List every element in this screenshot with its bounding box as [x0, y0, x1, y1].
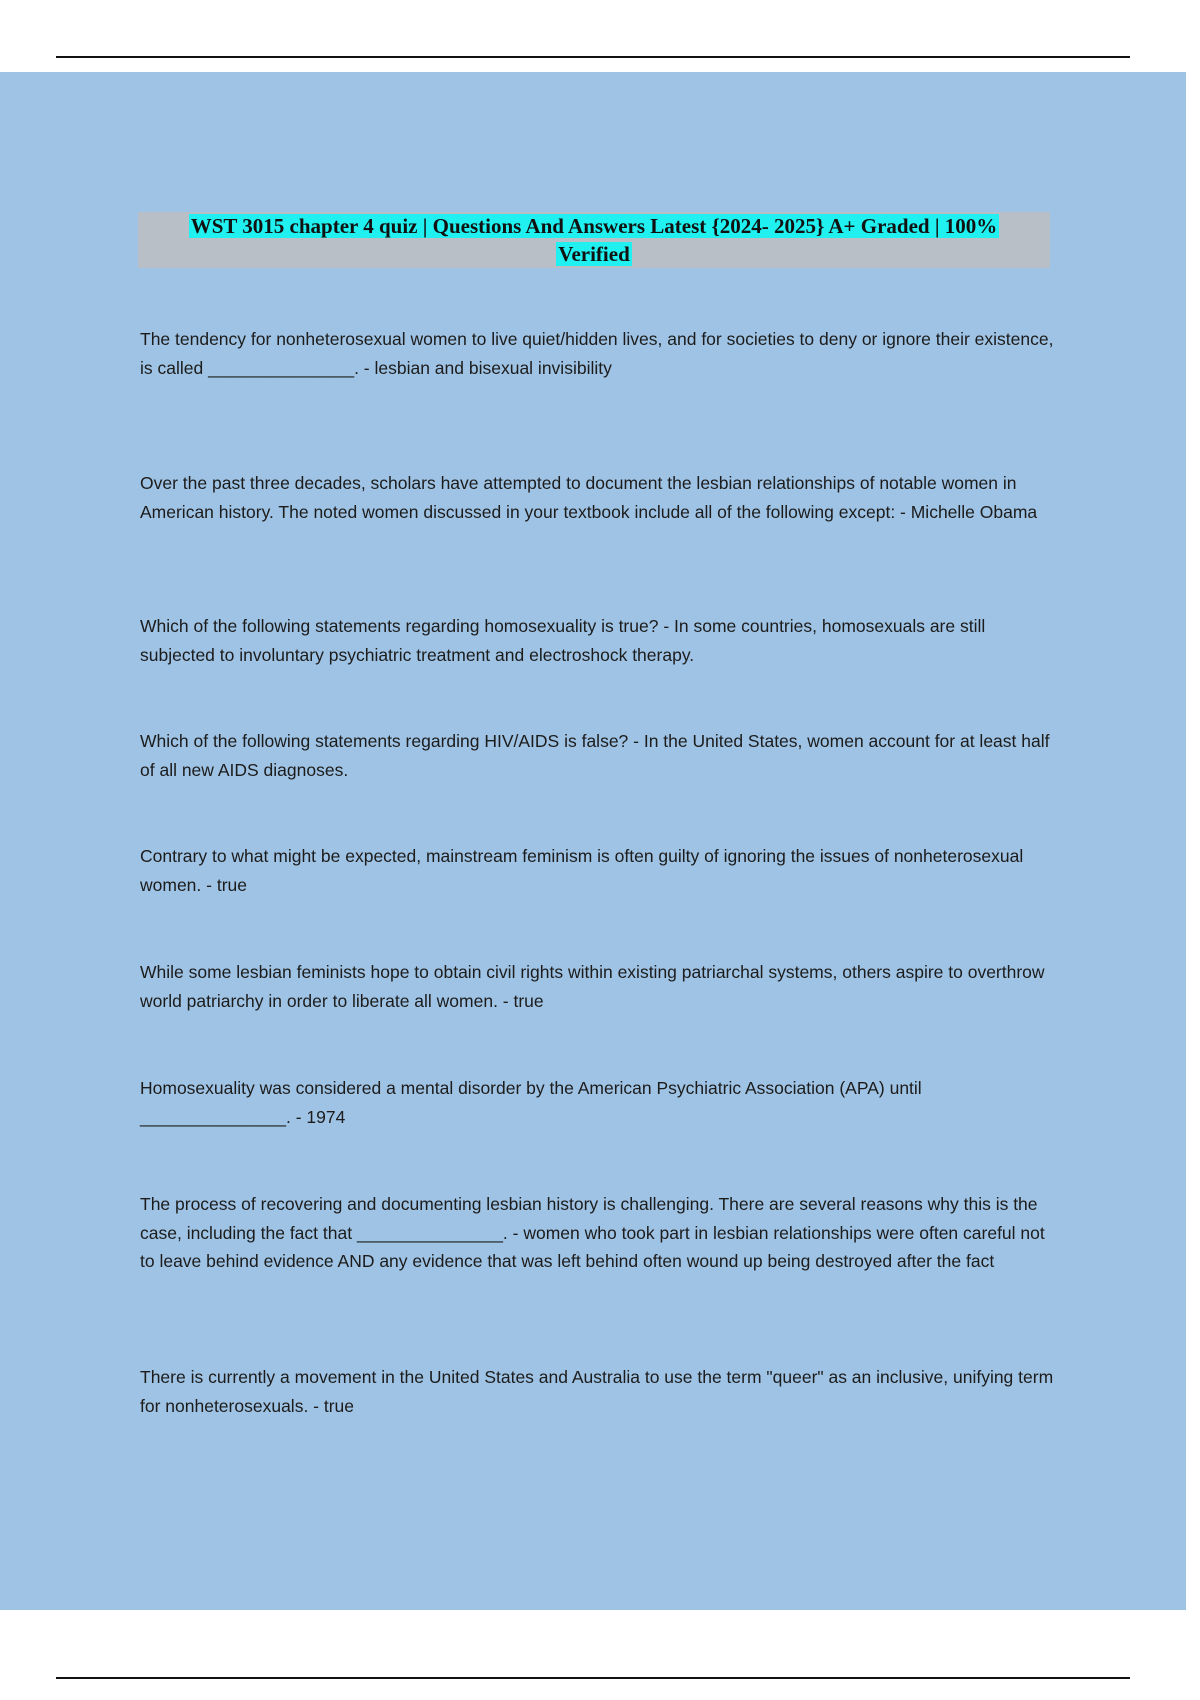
top-rule [56, 56, 1130, 58]
bottom-rule [56, 1677, 1130, 1679]
qa-item-1: The tendency for nonheterosexual women to live quiet/hidden lives, and for societies to deny or ignore their existence, is called _______________. - lesbian and bisexual invisibility [140, 329, 1054, 378]
qa-item-2: Over the past three decades, scholars have attempted to document the lesbian relationships of notable women in American history. The noted women discussed in your textbook include all of the following except: - Michelle Obama [140, 473, 1038, 522]
title-line-1 [138, 212, 1050, 240]
qa-list [140, 325, 1060, 1420]
title-line-2 [138, 240, 1050, 268]
qa-item-7: Homosexuality was considered a mental disorder by the American Psychiatric Association (APA) until _______________. - 1974 [140, 1078, 922, 1127]
title-text-2: Verified [558, 242, 630, 266]
qa-item-8: The process of recovering and documenting lesbian history is challenging. There are several reasons why this is the case, including the fact that _______________. - women who took part in lesbian relationships were often careful not to leave behind evidence AND any evidence that was left behind often wound up being destroyed after the fact [140, 1194, 1045, 1271]
qa-item-9: There is currently a movement in the United States and Australia to use the term "queer" as an inclusive, unifying term for nonheterosexuals. - true [140, 1367, 1054, 1416]
title-text-1: WST 3015 chapter 4 quiz | Questions And Answers Latest {2024- 2025} A+ Graded | 100% [190, 214, 998, 238]
qa-item-5: Contrary to what might be expected, mainstream feminism is often guilty of ignoring the issues of nonheterosexual women. - true [140, 846, 1024, 895]
qa-item-3: Which of the following statements regarding homosexuality is true? - In some countries, homosexuals are still subjected to involuntary psychiatric treatment and electroshock therapy. [140, 616, 986, 665]
document-title [138, 212, 1050, 268]
qa-item-4: Which of the following statements regarding HIV/AIDS is false? - In the United States, women account for at least half of all new AIDS diagnoses. [140, 731, 1050, 780]
qa-item-6: While some lesbian feminists hope to obtain civil rights within existing patriarchal systems, others aspire to overthrow world patriarchy in order to liberate all women. - true [140, 962, 1045, 1011]
